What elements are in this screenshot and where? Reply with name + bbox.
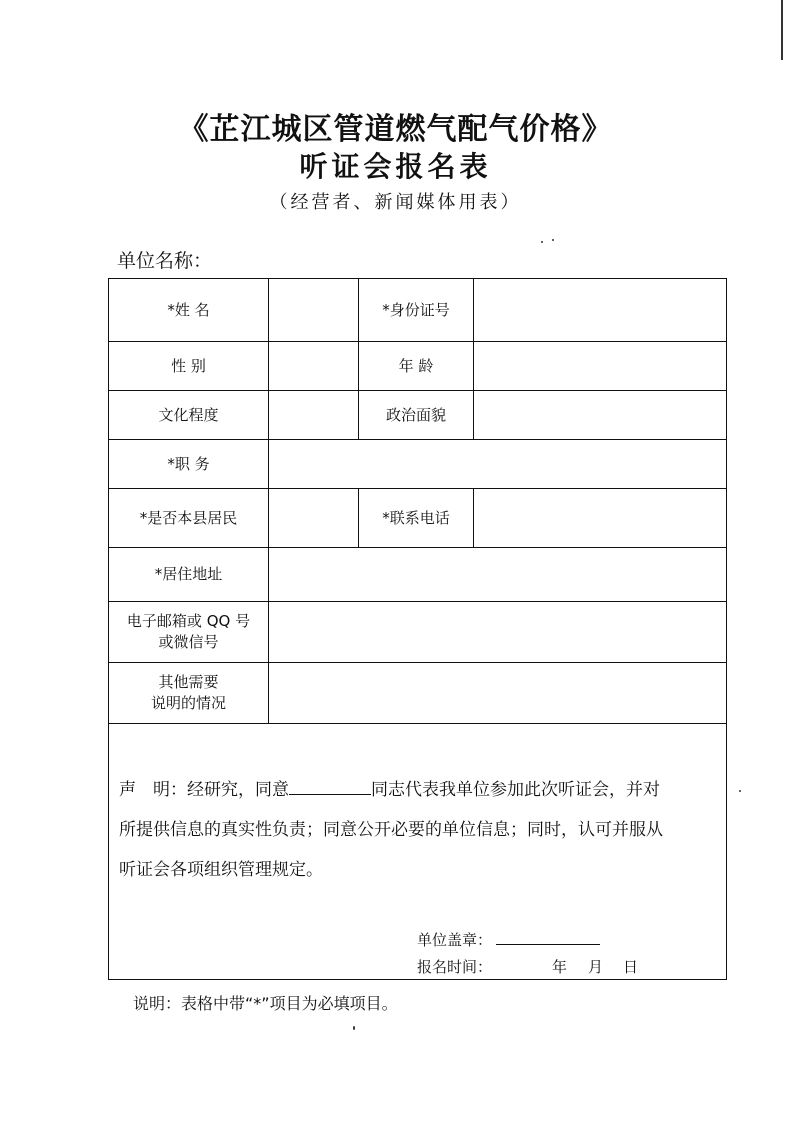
id-number-label: *身份证号 <box>359 279 474 342</box>
seal-row <box>417 928 600 951</box>
political-status-field[interactable] <box>474 391 727 440</box>
declaration-cell <box>109 724 727 980</box>
phone-label: *联系电话 <box>359 489 474 548</box>
delegate-name-blank[interactable] <box>289 776 371 795</box>
id-number-field[interactable] <box>474 279 727 342</box>
registration-table <box>108 278 727 980</box>
other-info-label-line1: 其他需要 <box>158 673 219 691</box>
footer-note: 说明：表格中带“*”项目为必填项目。 <box>133 994 398 1013</box>
name-label: *姓 名 <box>109 279 269 342</box>
gender-label: 性 别 <box>109 342 269 391</box>
political-status-label: 政治面貌 <box>359 391 474 440</box>
form-title-line2: 听证会报名表 <box>299 150 492 183</box>
scan-speck <box>739 790 741 792</box>
education-field[interactable] <box>269 391 359 440</box>
age-label: 年 龄 <box>359 342 474 391</box>
day-label: 日 <box>623 958 639 976</box>
signup-time-label: 报名时间： <box>417 958 493 976</box>
declaration-line3: 听证会各项组织管理规定。 <box>119 860 323 880</box>
unit-name-label: 单位名称： <box>117 250 213 272</box>
education-label: 文化程度 <box>109 391 269 440</box>
signup-date-row <box>417 957 717 978</box>
year-label: 年 <box>552 958 568 976</box>
other-info-label-line2: 说明的情况 <box>150 694 226 712</box>
scan-speck <box>541 241 543 243</box>
contact-label-line1: 电子邮箱或 QQ 号 <box>126 612 251 630</box>
name-field[interactable] <box>269 279 359 342</box>
position-field[interactable] <box>269 440 727 489</box>
declaration-text <box>119 770 719 890</box>
month-label: 月 <box>588 958 604 976</box>
scan-speck <box>353 1026 355 1030</box>
scan-speck <box>781 0 783 60</box>
declaration-line2: 所提供信息的真实性负责；同意公开必要的单位信息；同时，认可并服从 <box>119 820 663 840</box>
gender-field[interactable] <box>269 342 359 391</box>
phone-field[interactable] <box>474 489 727 548</box>
other-info-label <box>109 663 269 724</box>
age-field[interactable] <box>474 342 727 391</box>
form-subtitle: （经营者、新闻媒体用表） <box>269 192 522 213</box>
resident-label: *是否本县居民 <box>109 489 269 548</box>
form-title: 《芷江城区管道燃气配气价格》 <box>178 112 613 147</box>
scan-speck <box>552 239 554 241</box>
address-label: *居住地址 <box>109 548 269 602</box>
other-info-field[interactable] <box>269 663 727 724</box>
declaration-prefix: 声 明：经研究，同意 <box>119 780 289 800</box>
contact-field[interactable] <box>269 602 727 663</box>
seal-label: 单位盖章： <box>417 931 493 949</box>
position-label: *职 务 <box>109 440 269 489</box>
contact-label <box>109 602 269 663</box>
seal-blank[interactable] <box>496 928 600 945</box>
declaration-text1: 同志代表我单位参加此次听证会，并对 <box>371 780 660 800</box>
address-field[interactable] <box>269 548 727 602</box>
resident-field[interactable] <box>269 489 359 548</box>
contact-label-line2: 或微信号 <box>158 633 219 651</box>
